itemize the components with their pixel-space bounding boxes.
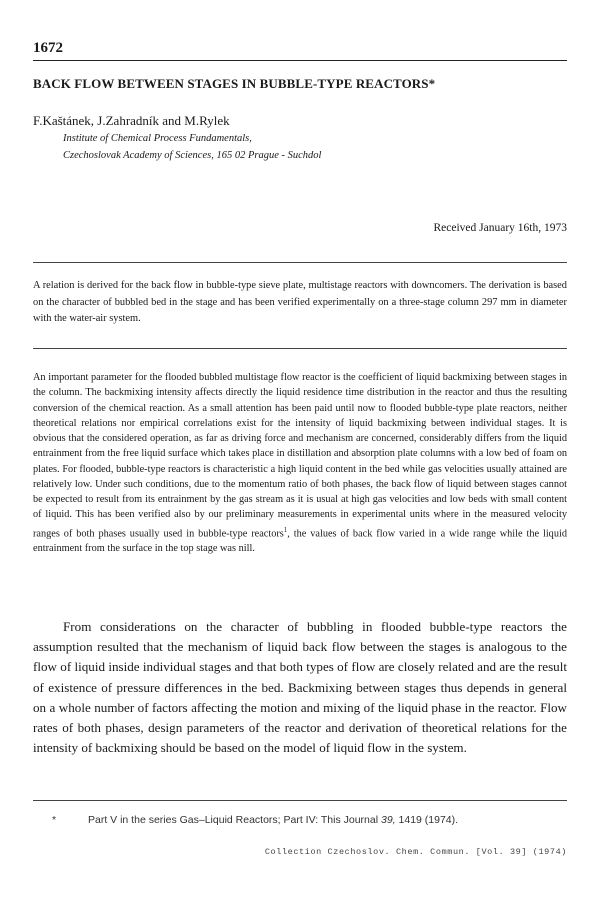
intro-text-part2: , the values of back flow varied in a wide range while the liquid entrainment from the surface in the top stage was nill. [33,527,567,555]
abstract-bottom-rule [33,348,567,349]
article-title: BACK FLOW BETWEEN STAGES IN BUBBLE-TYPE REACTORS* [33,76,436,91]
reference-marker: 1 [283,525,288,534]
footnote [52,814,458,826]
affiliation-academy: Czechoslovak Academy of Sciences, 165 02 Prague - Suchdol [63,150,322,161]
footnote-rule [33,800,567,801]
footnote-text-b: 1419 (1974). [395,814,459,826]
journal-citation: Collection Czechoslov. Chem. Commun. [Vol. 39] (1974) [264,847,567,857]
footnote-volume: 39, [380,814,396,826]
introduction-paragraph [33,370,567,556]
body-paragraph: From considerations on the character of bubbling in flooded bubble-type reactors the assumption resulted that the mechanism of liquid back flow between the stages is analogous to the flow of liquid inside individual stages and that both types of flow are closely related and are the result of existence of pressure differences in the bed. Backmixing between stages thus depends in general on a whole number of factors affecting the motion and mixing of the liquid phase in the reactor. Flow rates of both phases, design parameters of the reactor and derivation of theoretical relations for the intensity of backmixing should be based on the model of liquid flow in the system. [33,619,567,756]
intro-text-part1: An important parameter for the flooded bubbled multistage flow reactor is the coefficient of liquid backmixing between stages in the column. The backmixing intensity affects directly the liquid residence time distribution in the reactor and thus the resulting conversion of the chemical reaction. As a small attention has been paid until now to flooded bubble-type plate reactors, neither theoretical relations nor empirical correlations exist for the intensity of liquid backmixing between individual stages. It is obvious that the considered operation, as far as driving force and mechanism are concerned, considerably differs from the liquid entrainment from the free liquid surface which takes place in distillation and absorption plate columns with a low bed of foam on plates. For flooded, bubble-type reactors is characteristic a high liquid content in the bed while gas velocities usually attained are relatively low. Under such conditions, due to the momentum ratio of both phases, the back flow of liquid between stages cannot be expected to result from its entrainment by the gas stream as it is usual at high gas velocities and low beds with small content of liquid. This has been verified also by our preliminary measurements in experimental units where in the measured velocity ranges of both phases usually used in bubble-type reactors [33,372,567,539]
page-number: 1672 [33,40,63,56]
header-rule [33,60,567,61]
received-date: Received January 16th, 1973 [433,222,567,234]
footnote-mark: * [52,814,57,826]
abstract: A relation is derived for the back flow in bubble-type sieve plate, multistage reactors with downcomers. The derivation is based on the character of bubbled bed in the stage and has been verified experimentally on a three-stage column 297 mm in diameter with the water-air system. [33,280,567,324]
abstract-top-rule [33,262,567,263]
footnote-text-a: Part V in the series Gas–Liquid Reactors; Part IV: This Journal [88,814,381,826]
author-list: F.Kaštánek, J.Zahradník and M.Rylek [33,113,230,128]
affiliation-institute: Institute of Chemical Process Fundamentals, [63,133,252,144]
